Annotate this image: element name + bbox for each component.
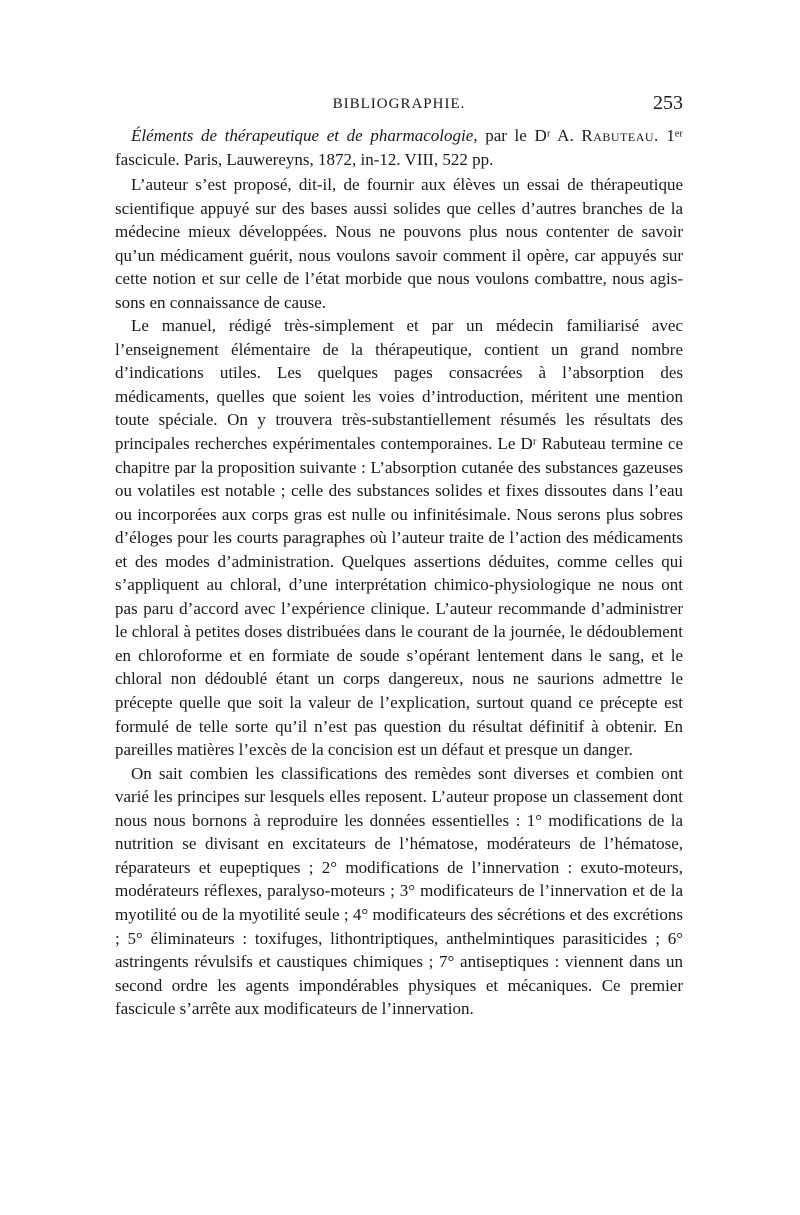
work-title: Éléments de thérapeutique et de pharmacologie bbox=[131, 126, 474, 145]
citation-details: 1ᵉʳ fascicule. Paris, Lauwereyns, 1872, in-12. VIII, 522 pp. bbox=[115, 126, 683, 169]
author-name: Rabuteau. bbox=[581, 126, 659, 145]
citation-by: , par le Dʳ A. bbox=[473, 126, 582, 145]
page-number: 253 bbox=[653, 92, 683, 114]
book-page bbox=[115, 92, 683, 1021]
review-paragraph-3: On sait combien les classifications des remèdes sont diverses et combien ont varié les principes sur lesquels elles reposent. L’auteur propose un classement dont nous nous bornons à reproduire les données essentielles : 1° modifications de la nutrition se divisant en excitateurs de l’hématose, modérateurs de l’hématose, réparateurs et eupeptiques ; 2° modifications de l’innervation : exuto-moteurs, modérateurs réflexes, paralyso-moteurs ; 3° modificateurs de l’innervation et de la myotilité ou de la myotilité seule ; 4° modificateurs des sécrétions et des excrétions ; 5° éliminateurs : toxifuges, lithontriptiques, anthelmintiques parasiticides ; 6° astringents révulsifs et caustiques chimiques ; 7° antiseptiques : viennent dans un second ordre les agents impondérables physiques et mécaniques. Ce premier fascicule s’arrête aux modificateurs de l’innervation. bbox=[115, 763, 683, 1019]
review-paragraph-1: L’auteur s’est proposé, dit-il, de fournir aux élèves un essai de thérapeutique scientifique appuyé sur des bases aussi solides que celles d’autres branches de la médecine mieux développées. Nous ne pouvons plus nous contenter de savoir qu’un médicament guérit, nous voulons savoir comment il opère, car appuyés sur cette notion et sur celle de l’état morbide que nous voulons combattre, nous agissons en connaissance de cause. bbox=[115, 175, 683, 312]
running-head bbox=[115, 92, 683, 120]
bibliographic-citation bbox=[115, 124, 683, 171]
running-title: BIBLIOGRAPHIE. bbox=[332, 96, 466, 112]
review-paragraph-2: Le manuel, rédigé très-simplement et par un médecin familiarisé avec l’enseignement élémentaire de la thérapeutique, contient un grand nombre d’indications utiles. Les quelques pages consacrées à l’absorption des médicaments, quelles que soient les voies d’introduction, méritent une mention toute spéciale. On y trouvera très-substantiellement résumés les résultats des principales recherches expérimentales contemporaines. Le Dʳ Rabuteau termine ce chapitre par la proposition suivante : L’absorption cutanée des substances gazeuses ou volatiles est notable ; celle des substances solides et fixes dissoutes dans l’eau ou incorporées aux corps gras est nulle ou infinitésimale. Nous serons plus sobres d’éloges pour les courts paragraphes où l’auteur traite de l’action des médicaments et des modes d’administration. Quelques assertions déduites, comme celles qui s’appliquent au chloral, d’une interprétation chimico-physiologique ne nous ont pas paru d’accord avec l’expérience clinique. L’auteur recommande d’administrer le chloral à petites doses distribuées dans le courant de la journée, le dédoublement en chloroforme et en formiate de soude s’opérant lentement dans le sang, et le chloral non dédoublé étant un corps dangereux, nous ne saurions admettre le précepte quelle que soit la valeur de l’explication, surtout quand ce précepte est formulé de telle sorte qu’il n’est pas question du résultat définitif à obtenir. En pareilles matières l’excès de la concision est un défaut et presque un danger. bbox=[115, 316, 683, 760]
